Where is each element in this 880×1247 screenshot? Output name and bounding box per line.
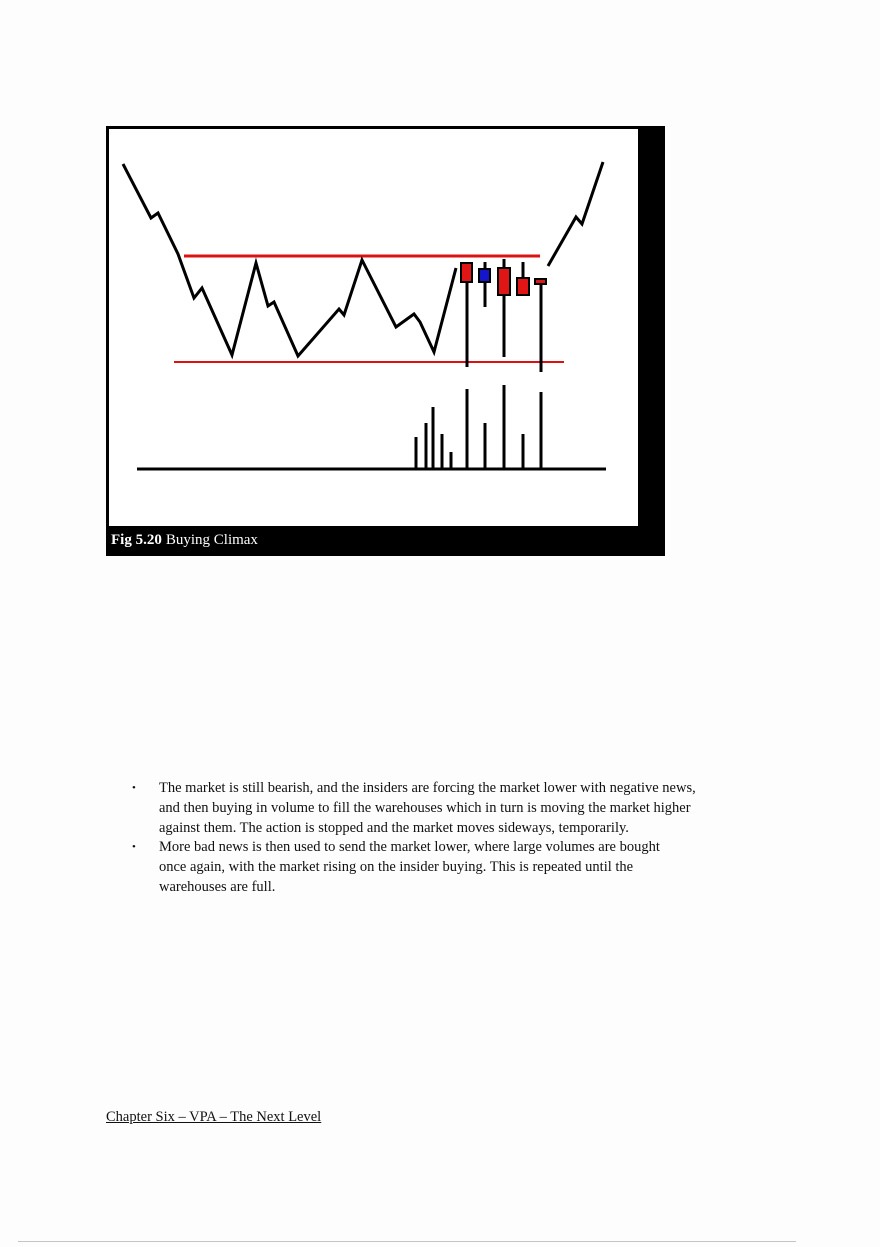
chapter-footer: Chapter Six – VPA – The Next Level — [106, 1109, 322, 1125]
bullet-line: against them. The action is stopped and the market moves sideways, temporarily. — [159, 819, 629, 836]
candle-bullish — [479, 269, 490, 282]
bullet-line: warehouses are full. — [159, 878, 276, 895]
candle-bearish — [535, 279, 546, 284]
bullet-line: More bad news is then used to send the market lower, where large volumes are bought — [159, 839, 660, 856]
bullet-item — [132, 779, 772, 838]
figure-title: Buying Climax — [165, 532, 258, 548]
bullet-line: and then buying in volume to fill the warehouses which in turn is moving the market higher — [159, 799, 691, 816]
bullet-item — [132, 838, 772, 897]
buying-climax-diagram — [106, 126, 665, 556]
bullet-line: The market is still bearish, and the insiders are forcing the market lower with negative news, — [159, 780, 696, 796]
bullet-list — [132, 779, 772, 898]
candle-bearish — [517, 278, 529, 295]
figure-number: Fig 5.20 — [111, 532, 162, 548]
candle-bearish — [461, 263, 472, 282]
diagram-panel — [109, 129, 638, 526]
figure-caption — [111, 530, 258, 550]
bullet-dot: • — [132, 841, 136, 854]
buying-climax-figure — [106, 126, 665, 556]
bullet-dot: • — [132, 782, 136, 794]
page-bottom-rule — [18, 1241, 796, 1242]
candle-bearish — [498, 268, 510, 295]
bullet-line: once again, with the market rising on the insider buying. This is repeated until the — [159, 859, 634, 876]
